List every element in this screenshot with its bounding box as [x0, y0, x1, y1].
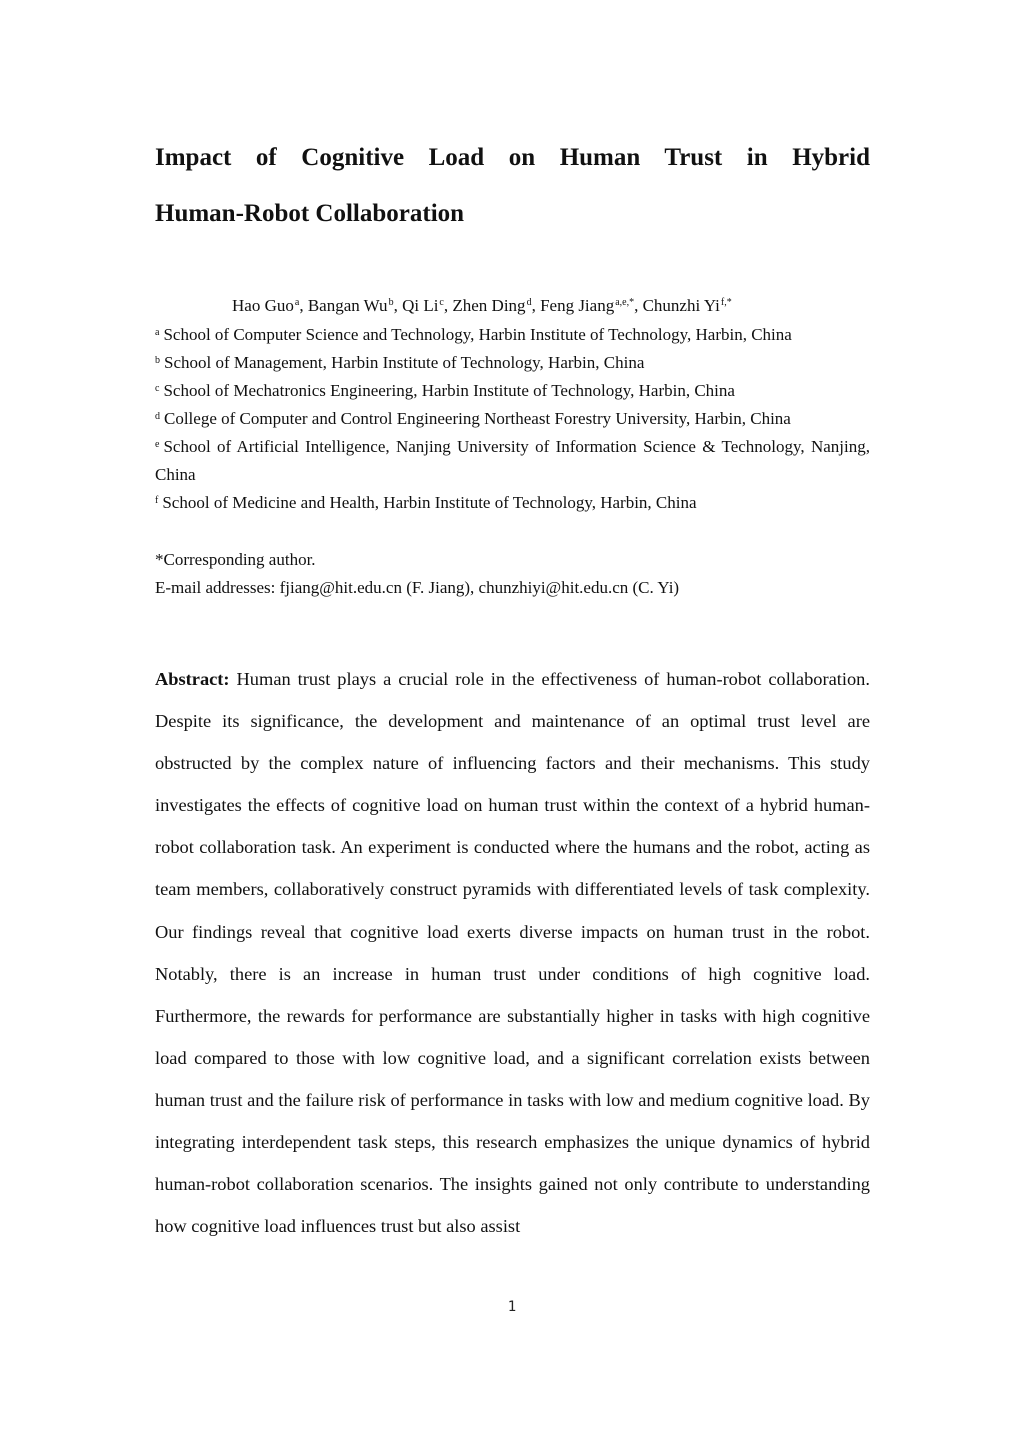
author-affiliation-mark: d [526, 297, 532, 308]
author-affiliation-mark: a,e,* [615, 297, 635, 308]
affiliation-item [155, 405, 870, 433]
abstract-label: Abstract: [155, 669, 230, 689]
author-name: Chunzhi Yi [642, 296, 720, 315]
author-affiliation-mark: b [388, 297, 394, 308]
author-name: Bangan Wu [307, 296, 388, 315]
affiliation-text: School of Mechatronics Engineering, Harbin Institute of Technology, Harbin, China [163, 381, 735, 400]
affiliation-mark: a [155, 327, 160, 338]
affiliation-item [155, 433, 870, 489]
correspondence-block [155, 546, 679, 602]
title-line-1: Impact of Cognitive Load on Human Trust in Hybrid [155, 144, 870, 171]
author-name: Zhen Ding [452, 296, 526, 315]
affiliation-mark: f [155, 495, 159, 506]
author-name: Hao Guo [232, 296, 294, 315]
email-addresses: E-mail addresses: fjiang@hit.edu.cn (F. Jiang), chunzhiyi@hit.edu.cn (C. Yi) [155, 578, 680, 597]
affiliation-mark: d [155, 411, 160, 422]
paper-title [155, 130, 870, 242]
affiliation-item [155, 321, 870, 349]
affiliation-item [155, 349, 870, 377]
affiliation-text: School of Artificial Intelligence, Nanjing University of Information Science & Technology, Nanjing, China [155, 437, 870, 484]
author-affiliation-mark: f,* [720, 297, 732, 308]
corresponding-author-note: *Corresponding author. [155, 550, 316, 569]
title-line-2: Human-Robot Collaboration [155, 200, 465, 227]
affiliation-list [155, 321, 870, 517]
author-list: Hao Guo$^a$, Bangan Wu$^b$, Qi Li$^c$, Zhen Ding$^d$, Feng Jiang$^{a,e,*}$, Chunzhi $Yi^{f,*}$ [232, 296, 732, 315]
abstract-text: Human trust plays a crucial role in the effectiveness of human-robot collaboration. Despite its significance, the development and maintenance of an optimal trust level are obstructed by the complex nature of influencing factors and their mechanisms. This study investigates the effects of cognitive load on human trust within the context of a hybrid human-robot collaboration task. An experiment is conducted where the humans and the robot, acting as team members, collaboratively construct pyramids with differentiated levels of task complexity. Our findings reveal that cognitive load exerts diverse impacts on human trust in the robot. Notably, there is an increase in human trust under conditions of high cognitive load. Furthermore, the rewards for performance are substantially higher in tasks with high cognitive load compared to those with low cognitive load, and a significant correlation exists between human trust and the failure risk of performance in tasks with low and medium cognitive load. By integrating interdependent task steps, this research emphasizes the unique dynamics of hybrid human-robot collaboration scenarios. The insights gained not only contribute to understanding how cognitive load influences trust but also assist [155, 669, 870, 1237]
author-affiliation-mark: c [439, 297, 444, 308]
author-name: Qi Li [402, 296, 439, 315]
author-affiliation-mark: a [294, 297, 300, 308]
affiliation-item [155, 377, 870, 405]
affiliation-mark: b [155, 355, 160, 366]
affiliation-item [155, 489, 870, 517]
affiliation-mark: e [155, 439, 160, 450]
affiliation-mark: c [155, 383, 160, 394]
abstract-paragraph [155, 658, 870, 1247]
affiliation-text: School of Management, Harbin Institute of Technology, Harbin, China [164, 353, 645, 372]
affiliation-text: College of Computer and Control Engineering Northeast Forestry University, Harbin, China [164, 409, 791, 428]
author-name: Feng Jiang [540, 296, 615, 315]
affiliation-text: School of Computer Science and Technology, Harbin Institute of Technology, Harbin, China [163, 325, 792, 344]
page-number: 1 [507, 1299, 517, 1315]
affiliation-text: School of Medicine and Health, Harbin Institute of Technology, Harbin, China [162, 493, 697, 512]
